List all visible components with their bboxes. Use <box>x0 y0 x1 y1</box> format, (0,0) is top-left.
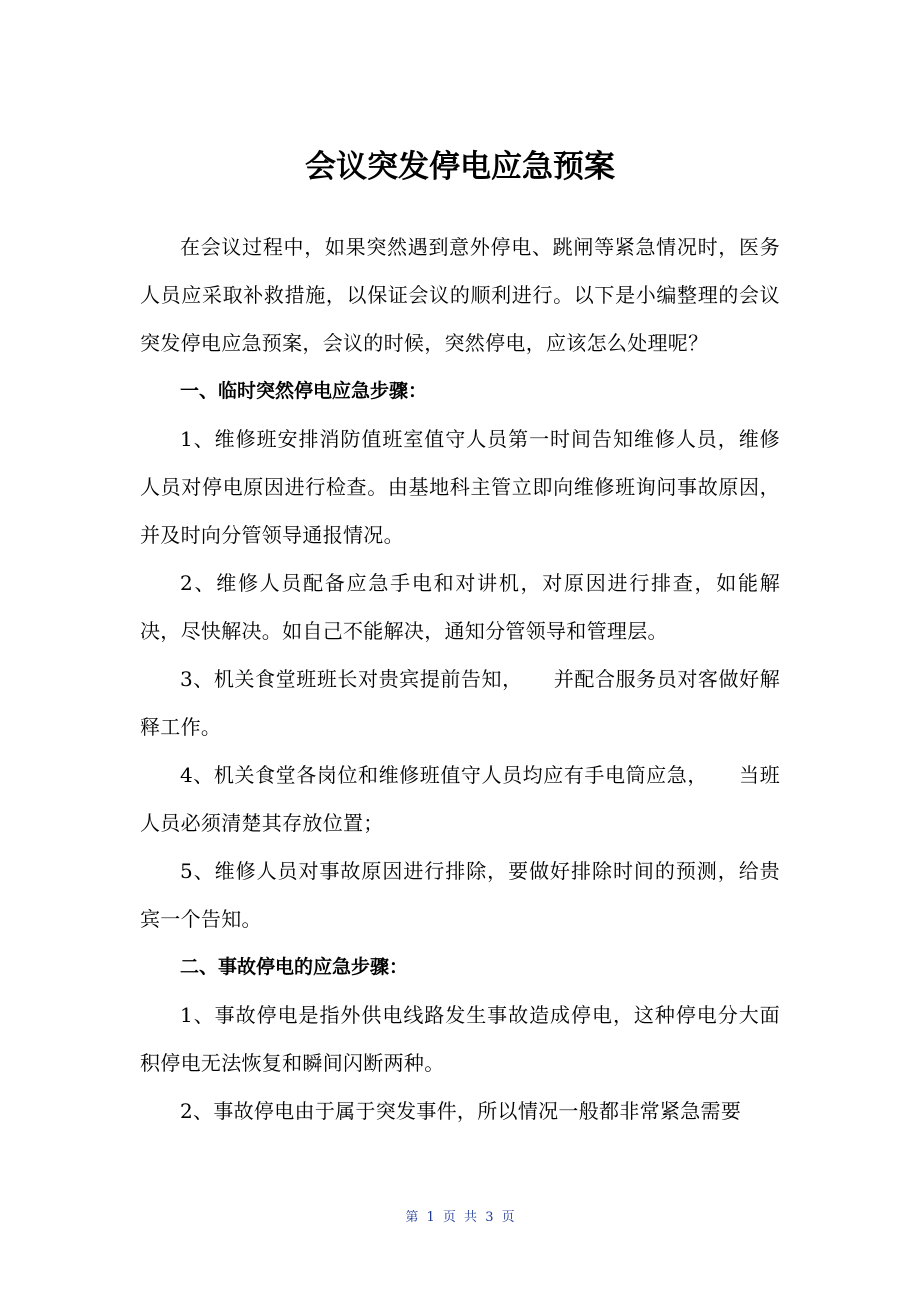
step-paragraph: 1、维修班安排消防值班室值守人员第一时间告知维修人员，维修人员对停电原因进行检查。由基地科主管立即向维修班询问事故原因，并及时向分管领导通报情况。 <box>140 427 780 547</box>
step-paragraph: 1、事故停电是指外供电线路发生事故造成停电，这种停电分大面积停电无法恢复和瞬间闪断两种。 <box>140 1003 780 1075</box>
document-title: 会议突发停电应急预案 <box>305 149 615 185</box>
section-heading-1: 一、临时突然停电应急步骤： <box>180 380 428 402</box>
intro-paragraph: 在会议过程中，如果突然遇到意外停电、跳闸等紧急情况时，医务人员应采取补救措施，以保证会议的顺利进行。以下是小编整理的会议突发停电应急预案，会议的时候，突然停电，应该怎么处理呢？ <box>140 235 780 355</box>
page-number-footer: 第 1 页 共 3 页 <box>405 1210 515 1225</box>
section-heading-2: 二、事故停电的应急步骤： <box>180 956 409 978</box>
step-paragraph: 2、事故停电由于属于突发事件，所以情况一般都非常紧急需要 <box>180 1099 742 1123</box>
document-body <box>140 223 780 1135</box>
step-paragraph: 3、机关食堂班班长对贵宾提前告知， 并配合服务员对客做好解释工作。 <box>140 667 780 739</box>
step-paragraph: 2、维修人员配备应急手电和对讲机，对原因进行排查，如能解决，尽快解决。如自己不能解决，通知分管领导和管理层。 <box>140 571 780 643</box>
step-paragraph: 4、机关食堂各岗位和维修班值守人员均应有手电筒应急， 当班人员必须清楚其存放位置； <box>140 763 780 835</box>
step-paragraph: 5、维修人员对事故原因进行排除，要做好排除时间的预测，给贵宾一个告知。 <box>140 859 780 931</box>
